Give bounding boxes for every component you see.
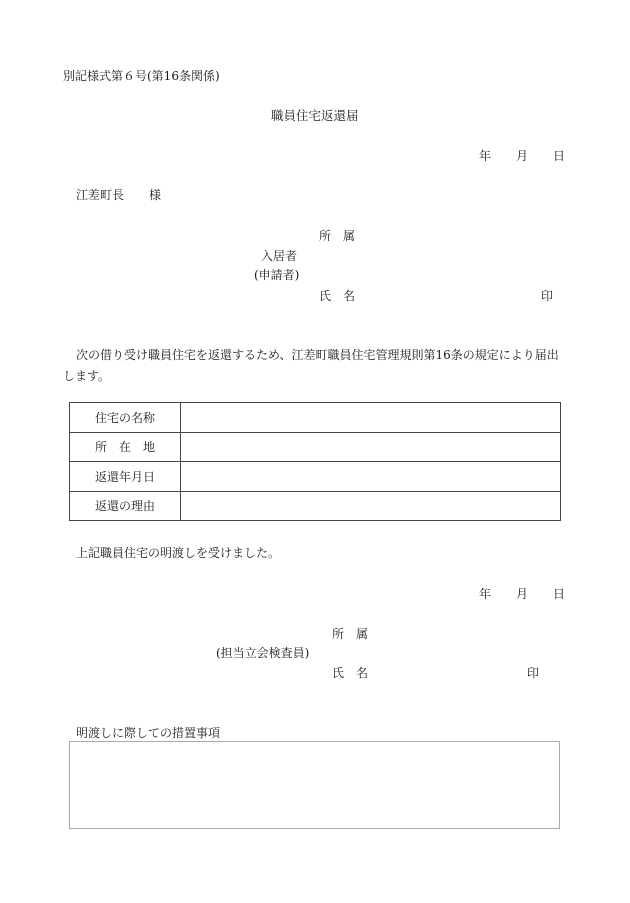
- applicant-name-label: 氏 名: [319, 289, 356, 303]
- housing-name-field[interactable]: [181, 403, 561, 433]
- table-row: [70, 462, 561, 492]
- inspector-name-label: 氏 名: [332, 666, 369, 680]
- addressee-name: 江差町長: [76, 188, 125, 202]
- location-field[interactable]: [181, 432, 561, 462]
- date-month-label: 月: [516, 587, 529, 601]
- inspector-affiliation-label: 所 属: [332, 627, 369, 641]
- date-month-label: 月: [516, 149, 529, 163]
- body-line-1: 次の借り受け職員住宅を返還するため、江差町職員住宅管理規則第16条の規定により届出: [76, 348, 559, 362]
- notes-field[interactable]: [69, 741, 560, 829]
- date-day-label: 日: [553, 587, 566, 601]
- confirmation-text: 上記職員住宅の明渡しを受けました。: [76, 546, 281, 560]
- table-row: [70, 432, 561, 462]
- housing-info-table: [69, 402, 561, 521]
- applicant-affiliation-label: 所 属: [319, 229, 356, 243]
- row-label-location: 所 在 地: [70, 432, 181, 462]
- return-reason-field[interactable]: [181, 491, 561, 521]
- form-number: 別記様式第６号(第16条関係): [63, 69, 220, 83]
- applicant-role-sub: (申請者): [254, 268, 300, 282]
- table-row: [70, 491, 561, 521]
- table-row: [70, 403, 561, 433]
- applicant-role-label: 入居者: [261, 249, 298, 263]
- row-label-return-reason: 返還の理由: [70, 491, 181, 521]
- date-year-label: 年: [479, 149, 492, 163]
- addressee-honorific: 様: [149, 188, 162, 202]
- inspector-role-label: (担当立会検査員): [216, 646, 310, 660]
- applicant-seal: 印: [541, 289, 554, 303]
- date-year-label: 年: [479, 587, 492, 601]
- document-title: 職員住宅返還届: [271, 108, 359, 123]
- row-label-housing-name: 住宅の名称: [70, 403, 181, 433]
- notes-label: 明渡しに際しての措置事項: [76, 726, 221, 740]
- row-label-return-date: 返還年月日: [70, 462, 181, 492]
- inspector-seal: 印: [527, 666, 540, 680]
- body-line-2: します。: [63, 369, 111, 383]
- date-day-label: 日: [553, 149, 566, 163]
- return-date-field[interactable]: [181, 462, 561, 492]
